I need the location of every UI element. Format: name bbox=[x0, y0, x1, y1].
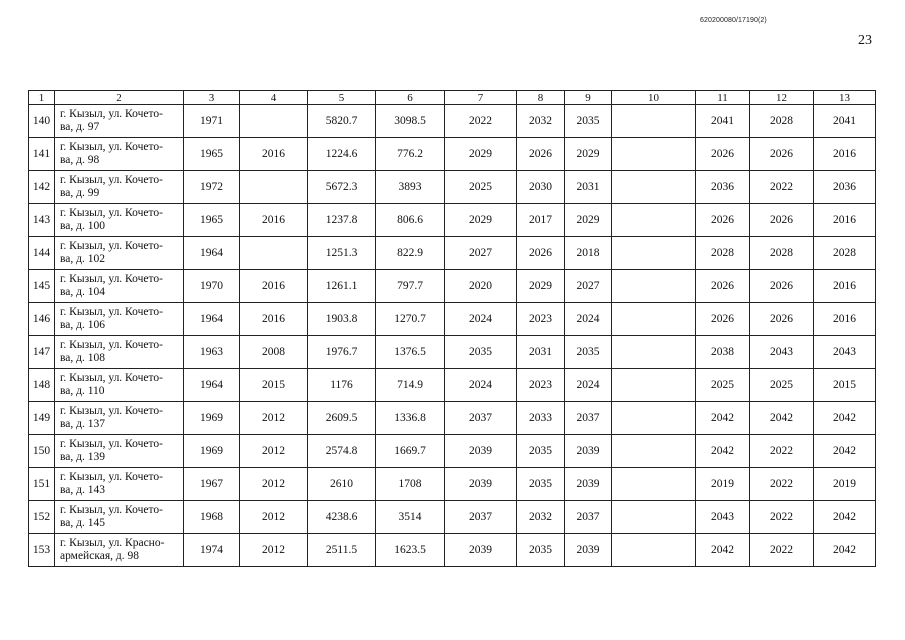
table-cell: 3098.5 bbox=[376, 105, 445, 138]
table-cell: 2026 bbox=[696, 303, 750, 336]
table-cell: 2029 bbox=[565, 204, 612, 237]
table-cell: 5672.3 bbox=[308, 171, 376, 204]
row-number-cell: 146 bbox=[29, 303, 55, 336]
table-cell: 2035 bbox=[565, 105, 612, 138]
table-cell: 2023 bbox=[517, 369, 565, 402]
table-cell: 2024 bbox=[445, 369, 517, 402]
table-cell: 2016 bbox=[240, 303, 308, 336]
table-cell: 2026 bbox=[517, 237, 565, 270]
row-number-cell: 143 bbox=[29, 204, 55, 237]
table-cell: 1903.8 bbox=[308, 303, 376, 336]
table-cell bbox=[612, 435, 696, 468]
table-cell: 2042 bbox=[814, 402, 876, 435]
table-cell: 2012 bbox=[240, 501, 308, 534]
table-cell: 1237.8 bbox=[308, 204, 376, 237]
table-cell: 2012 bbox=[240, 468, 308, 501]
table-cell: 2042 bbox=[750, 402, 814, 435]
table-cell: 2015 bbox=[240, 369, 308, 402]
table-cell: 2029 bbox=[445, 204, 517, 237]
table-cell: 2042 bbox=[814, 435, 876, 468]
column-header: 4 bbox=[240, 91, 308, 105]
table-row bbox=[29, 138, 876, 171]
table-cell: 2033 bbox=[517, 402, 565, 435]
table-row bbox=[29, 204, 876, 237]
table-cell: 2042 bbox=[696, 435, 750, 468]
table-row bbox=[29, 468, 876, 501]
table-cell: 714.9 bbox=[376, 369, 445, 402]
table-cell: 1964 bbox=[184, 303, 240, 336]
column-header: 1 bbox=[29, 91, 55, 105]
table-cell bbox=[612, 534, 696, 567]
address-cell: г. Кызыл, ул. Кочето- ва, д. 100 bbox=[55, 204, 184, 237]
column-header: 10 bbox=[612, 91, 696, 105]
table-cell bbox=[612, 336, 696, 369]
table-cell: 2022 bbox=[750, 534, 814, 567]
address-cell: г. Кызыл, ул. Красно- армейская, д. 98 bbox=[55, 534, 184, 567]
table-cell: 2028 bbox=[696, 237, 750, 270]
table-cell: 1176 bbox=[308, 369, 376, 402]
table-cell: 2029 bbox=[565, 138, 612, 171]
table-cell: 2012 bbox=[240, 534, 308, 567]
row-number-cell: 148 bbox=[29, 369, 55, 402]
table-cell: 2039 bbox=[565, 468, 612, 501]
table-cell: 2026 bbox=[750, 270, 814, 303]
table-cell: 2042 bbox=[696, 534, 750, 567]
column-header: 7 bbox=[445, 91, 517, 105]
table-cell: 5820.7 bbox=[308, 105, 376, 138]
table-cell bbox=[240, 237, 308, 270]
table-cell bbox=[612, 105, 696, 138]
table-cell: 1251.3 bbox=[308, 237, 376, 270]
table-cell bbox=[612, 369, 696, 402]
table-cell: 2022 bbox=[750, 468, 814, 501]
table-row bbox=[29, 270, 876, 303]
table-cell: 1963 bbox=[184, 336, 240, 369]
table-cell bbox=[612, 303, 696, 336]
table-cell: 2022 bbox=[750, 171, 814, 204]
table-cell: 2028 bbox=[750, 237, 814, 270]
table-cell: 1964 bbox=[184, 237, 240, 270]
table-cell: 3893 bbox=[376, 171, 445, 204]
data-table bbox=[28, 90, 876, 567]
table-row bbox=[29, 237, 876, 270]
table-cell: 1964 bbox=[184, 369, 240, 402]
table-cell: 2032 bbox=[517, 105, 565, 138]
table-cell: 2042 bbox=[814, 501, 876, 534]
row-number-cell: 152 bbox=[29, 501, 55, 534]
table-cell bbox=[240, 171, 308, 204]
table-cell: 2024 bbox=[565, 369, 612, 402]
table-cell bbox=[612, 138, 696, 171]
table-cell: 1376.5 bbox=[376, 336, 445, 369]
table-cell: 2037 bbox=[445, 402, 517, 435]
address-cell: г. Кызыл, ул. Кочето- ва, д. 145 bbox=[55, 501, 184, 534]
table-cell: 2037 bbox=[445, 501, 517, 534]
table-cell: 2027 bbox=[445, 237, 517, 270]
column-header: 5 bbox=[308, 91, 376, 105]
table-cell: 2016 bbox=[240, 270, 308, 303]
page-number: 23 bbox=[858, 33, 872, 48]
table-cell: 2037 bbox=[565, 402, 612, 435]
row-number-cell: 150 bbox=[29, 435, 55, 468]
address-cell: г. Кызыл, ул. Кочето- ва, д. 139 bbox=[55, 435, 184, 468]
table-row bbox=[29, 105, 876, 138]
table-cell: 2016 bbox=[240, 138, 308, 171]
table-cell: 1976.7 bbox=[308, 336, 376, 369]
table-row bbox=[29, 336, 876, 369]
table-cell: 2026 bbox=[696, 138, 750, 171]
table-cell bbox=[612, 270, 696, 303]
address-cell: г. Кызыл, ул. Кочето- ва, д. 98 bbox=[55, 138, 184, 171]
table-cell: 2020 bbox=[445, 270, 517, 303]
table-cell: 1336.8 bbox=[376, 402, 445, 435]
table-cell: 2511.5 bbox=[308, 534, 376, 567]
table-cell: 2036 bbox=[814, 171, 876, 204]
table-cell bbox=[612, 204, 696, 237]
table-cell: 2039 bbox=[445, 435, 517, 468]
address-cell: г. Кызыл, ул. Кочето- ва, д. 97 bbox=[55, 105, 184, 138]
table-cell: 2026 bbox=[750, 138, 814, 171]
table-cell: 2609.5 bbox=[308, 402, 376, 435]
address-cell: г. Кызыл, ул. Кочето- ва, д. 106 bbox=[55, 303, 184, 336]
table-cell: 2024 bbox=[445, 303, 517, 336]
row-number-cell: 145 bbox=[29, 270, 55, 303]
table-cell bbox=[612, 468, 696, 501]
table-cell: 2039 bbox=[565, 534, 612, 567]
table-cell: 2018 bbox=[565, 237, 612, 270]
table-row bbox=[29, 402, 876, 435]
column-header: 2 bbox=[55, 91, 184, 105]
table-cell: 2022 bbox=[750, 501, 814, 534]
table-cell: 2016 bbox=[814, 270, 876, 303]
table-cell: 2016 bbox=[814, 204, 876, 237]
table-body bbox=[29, 105, 876, 567]
table-row bbox=[29, 303, 876, 336]
row-number-cell: 147 bbox=[29, 336, 55, 369]
address-cell: г. Кызыл, ул. Кочето- ва, д. 99 bbox=[55, 171, 184, 204]
column-header: 12 bbox=[750, 91, 814, 105]
table-cell: 2025 bbox=[750, 369, 814, 402]
table-row bbox=[29, 435, 876, 468]
table-cell: 2041 bbox=[814, 105, 876, 138]
table-cell: 2019 bbox=[814, 468, 876, 501]
row-number-cell: 140 bbox=[29, 105, 55, 138]
table-cell: 2043 bbox=[750, 336, 814, 369]
table-cell: 2026 bbox=[517, 138, 565, 171]
table-cell: 1965 bbox=[184, 138, 240, 171]
table-cell: 2035 bbox=[517, 468, 565, 501]
table-cell: 2039 bbox=[445, 534, 517, 567]
table-cell: 2019 bbox=[696, 468, 750, 501]
table-cell: 2042 bbox=[696, 402, 750, 435]
table-cell: 2039 bbox=[445, 468, 517, 501]
table-row bbox=[29, 171, 876, 204]
table-cell: 2031 bbox=[565, 171, 612, 204]
table-cell: 2574.8 bbox=[308, 435, 376, 468]
table-cell: 797.7 bbox=[376, 270, 445, 303]
address-cell: г. Кызыл, ул. Кочето- ва, д. 143 bbox=[55, 468, 184, 501]
table-cell: 2030 bbox=[517, 171, 565, 204]
table-cell: 2026 bbox=[696, 270, 750, 303]
column-header: 6 bbox=[376, 91, 445, 105]
table-cell: 2022 bbox=[445, 105, 517, 138]
header-row bbox=[29, 91, 876, 105]
row-number-cell: 142 bbox=[29, 171, 55, 204]
table-row bbox=[29, 534, 876, 567]
table-cell: 1974 bbox=[184, 534, 240, 567]
table-cell bbox=[612, 402, 696, 435]
table-cell: 2025 bbox=[445, 171, 517, 204]
table-cell: 2038 bbox=[696, 336, 750, 369]
table-cell: 2026 bbox=[696, 204, 750, 237]
row-number-cell: 144 bbox=[29, 237, 55, 270]
address-cell: г. Кызыл, ул. Кочето- ва, д. 108 bbox=[55, 336, 184, 369]
table-cell: 2026 bbox=[750, 204, 814, 237]
row-number-cell: 149 bbox=[29, 402, 55, 435]
table-cell: 2043 bbox=[696, 501, 750, 534]
table-row bbox=[29, 501, 876, 534]
table-cell: 2610 bbox=[308, 468, 376, 501]
table-cell bbox=[240, 105, 308, 138]
table-cell: 2035 bbox=[565, 336, 612, 369]
table-cell: 1708 bbox=[376, 468, 445, 501]
table-cell: 2012 bbox=[240, 402, 308, 435]
column-header: 3 bbox=[184, 91, 240, 105]
column-header: 8 bbox=[517, 91, 565, 105]
address-cell: г. Кызыл, ул. Кочето- ва, д. 102 bbox=[55, 237, 184, 270]
table-cell: 1969 bbox=[184, 402, 240, 435]
table-cell: 1968 bbox=[184, 501, 240, 534]
table-cell: 2041 bbox=[696, 105, 750, 138]
table-cell: 2016 bbox=[814, 138, 876, 171]
table-cell: 1970 bbox=[184, 270, 240, 303]
table-cell: 1972 bbox=[184, 171, 240, 204]
table-cell: 1224.6 bbox=[308, 138, 376, 171]
table-cell: 2036 bbox=[696, 171, 750, 204]
column-header: 9 bbox=[565, 91, 612, 105]
table-cell: 2016 bbox=[240, 204, 308, 237]
table-cell: 2032 bbox=[517, 501, 565, 534]
table-cell: 2029 bbox=[517, 270, 565, 303]
column-header: 11 bbox=[696, 91, 750, 105]
table-cell bbox=[612, 171, 696, 204]
table-cell: 2028 bbox=[814, 237, 876, 270]
table-cell: 3514 bbox=[376, 501, 445, 534]
table-cell: 2012 bbox=[240, 435, 308, 468]
table-cell: 1971 bbox=[184, 105, 240, 138]
address-cell: г. Кызыл, ул. Кочето- ва, д. 137 bbox=[55, 402, 184, 435]
table-cell: 2028 bbox=[750, 105, 814, 138]
table-cell: 2035 bbox=[517, 435, 565, 468]
table-cell: 2039 bbox=[565, 435, 612, 468]
table-cell: 2035 bbox=[517, 534, 565, 567]
table-cell: 2016 bbox=[814, 303, 876, 336]
table-cell: 2026 bbox=[750, 303, 814, 336]
table-cell bbox=[612, 501, 696, 534]
table-cell: 2035 bbox=[445, 336, 517, 369]
table-cell: 1965 bbox=[184, 204, 240, 237]
table-cell: 2043 bbox=[814, 336, 876, 369]
table-cell: 2037 bbox=[565, 501, 612, 534]
table-cell: 1669.7 bbox=[376, 435, 445, 468]
table-cell: 2024 bbox=[565, 303, 612, 336]
table-cell: 822.9 bbox=[376, 237, 445, 270]
row-number-cell: 141 bbox=[29, 138, 55, 171]
table-cell: 1261.1 bbox=[308, 270, 376, 303]
table-cell: 2017 bbox=[517, 204, 565, 237]
table-cell: 2027 bbox=[565, 270, 612, 303]
table-cell: 2025 bbox=[696, 369, 750, 402]
table-cell: 2023 bbox=[517, 303, 565, 336]
table-cell: 2008 bbox=[240, 336, 308, 369]
table-row bbox=[29, 369, 876, 402]
table-cell: 806.6 bbox=[376, 204, 445, 237]
table-cell: 1270.7 bbox=[376, 303, 445, 336]
document-code: 620200080/17190(2) bbox=[700, 17, 767, 24]
table-cell: 1969 bbox=[184, 435, 240, 468]
table-cell: 2042 bbox=[814, 534, 876, 567]
address-cell: г. Кызыл, ул. Кочето- ва, д. 110 bbox=[55, 369, 184, 402]
table-cell: 2015 bbox=[814, 369, 876, 402]
table-cell: 1967 bbox=[184, 468, 240, 501]
row-number-cell: 153 bbox=[29, 534, 55, 567]
table-cell: 4238.6 bbox=[308, 501, 376, 534]
address-cell: г. Кызыл, ул. Кочето- ва, д. 104 bbox=[55, 270, 184, 303]
table-cell bbox=[612, 237, 696, 270]
table-cell: 776.2 bbox=[376, 138, 445, 171]
table-cell: 2022 bbox=[750, 435, 814, 468]
table-cell: 2029 bbox=[445, 138, 517, 171]
table-cell: 2031 bbox=[517, 336, 565, 369]
column-header: 13 bbox=[814, 91, 876, 105]
row-number-cell: 151 bbox=[29, 468, 55, 501]
table-cell: 1623.5 bbox=[376, 534, 445, 567]
